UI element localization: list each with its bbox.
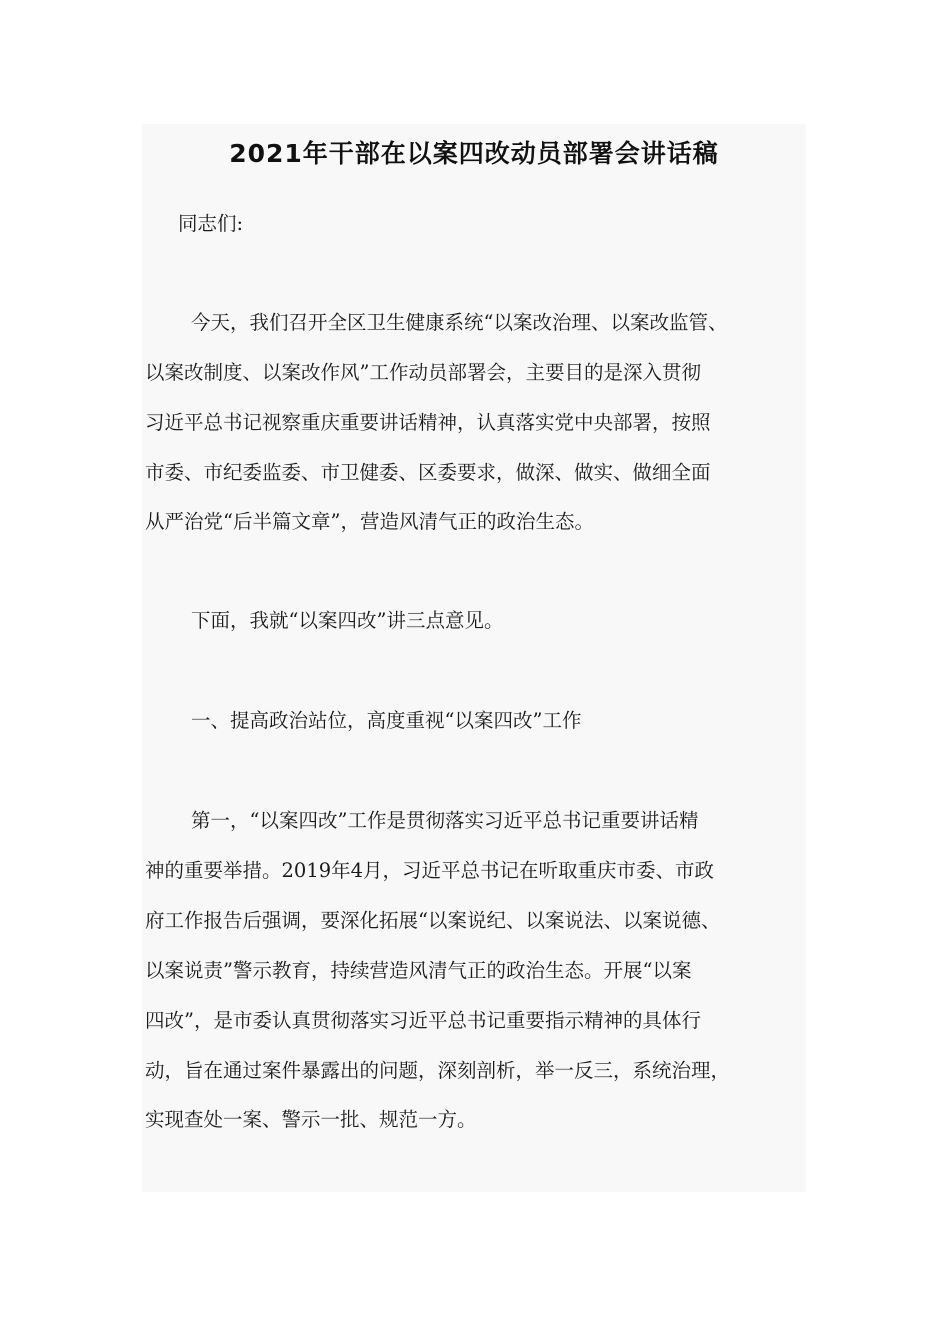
paragraph-line: 第一，“以案四改”工作是贯彻落实习近平总书记重要讲话精 (191, 809, 699, 832)
document-title: 2021年干部在以案四改动员部署会讲话稿 (229, 139, 719, 168)
paragraph-line: 从严治党“后半篇文章”，营造风清气正的政治生态。 (145, 510, 594, 533)
paragraph-line: 实现查处一案、警示一批、规范一方。 (145, 1108, 477, 1131)
paragraph-line: 四改”，是市委认真贯彻落实习近平总书记重要指示精神的具体行 (145, 1009, 701, 1032)
section-heading: 一、提高政治站位，高度重视“以案四改”工作 (191, 709, 582, 732)
paragraph-line: 府工作报告后强调，要深化拓展“以案说纪、以案说法、以案说德、 (145, 909, 721, 932)
paragraph-line: 神的重要举措。2019年4月，习近平总书记在听取重庆市委、市政 (145, 859, 715, 882)
paragraph-line: 今天，我们召开全区卫生健康系统“以案改治理、以案改监管、 (191, 311, 728, 334)
paragraph-line: 下面，我就“以案四改”讲三点意见。 (191, 609, 504, 632)
paragraph-line: 习近平总书记视察重庆重要讲话精神，认真落实党中央部署，按照 (145, 411, 711, 434)
salutation: 同志们: (178, 212, 244, 235)
paragraph-line: 以案说责”警示教育，持续营造风清气正的政治生态。开展“以案 (145, 959, 692, 982)
paragraph-line: 动，旨在通过案件暴露出的问题，深刻剖析，举一反三，系统治理， (145, 1059, 731, 1082)
paragraph-line: 市委、市纪委监委、市卫健委、区委要求，做深、做实、做细全面 (145, 461, 711, 484)
paragraph-line: 以案改制度、以案改作风”工作动员部署会，主要目的是深入贯彻 (145, 361, 701, 384)
